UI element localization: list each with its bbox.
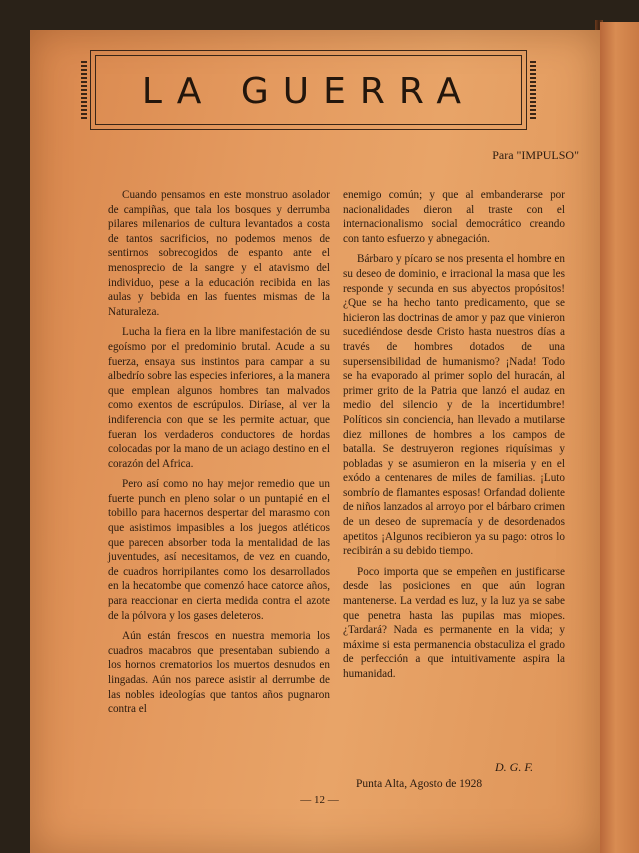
page-number: — 12 —	[300, 794, 339, 806]
title-frame	[90, 50, 527, 130]
author-signature: D. G. F.	[495, 760, 534, 774]
frame-ornament-right	[530, 61, 536, 119]
paragraph: Pero así como no hay mejor remedio que un fuerte punch en pleno solar o un puntapié en el tobillo para hacernos despertar del marasmo con que asistimos impasibles a los juegos atléticos que parecen absorber toda la mentalidad de las juventudes, así necesitamos, de vez en cuando, de cuadros horripilantes como los desarrollados en la hecatombe que comenzó hace catorce años, para reaccionar en cierta medida contra el azote de la pólvora y los gases deleteros.	[108, 478, 330, 622]
paragraph: Poco importa que se empeñen en justificarse desde las posiciones en que aún logran mantenerse. La verdad es luz, y la luz ya se sabe que penetra hasta las pupilas mas miopes. ¿Tardará? Nada es permanente en la vida; y máxime si esta permanencia obstaculiza el grado de perfección a que intuitivamente aspira la humanidad.	[343, 565, 565, 680]
paragraph: Bárbaro y pícaro se nos presenta el hombre en su deseo de dominio, e irracional la masa que les responde y secunda en sus abyectos propósitos! ¿Que se ha hecho tanto predicamento, que se hicieron las doctrinas de amor y paz que vinieron sucediéndose desde Cristo hasta nuestros días a través de hombres dotados de una supersensibilidad de humanismo? ¡Nada! Todo se ha evaporado al primer soplo del huracán, al primer grito de la Patria que lanzó el audaz en medio del silencio y de la incertidumbre! Políticos sin conciencia, han llevado a mutilarse diez millones de hombres a los campos de batalla. Se destruyeron regiones riquísimas y pobladas y se asumieron en la miseria y en el exódo a centenares de miles de familias. ¡Luto sombrío de flamantes esposas! Orfandad doliente de niños lanzados al arroyo por el bárbaro crimen de un deseo de supremacía y de desordenados apetitos ¡Algunos recibieron ya su pago: otros lo recibirán a su debido tiempo.	[343, 253, 565, 558]
article-title: LA GUERRA	[141, 71, 476, 112]
dedication: Para "IMPULSO"	[492, 148, 579, 162]
left-column	[108, 188, 330, 723]
paragraph: Aún están frescos en nuestra memoria los cuadros macabros que presentaban subiendo a los hornos crematorios los muertos desnudos en lingadas. Aún nos parece asistir al derrumbe de las nobles ideologías que tantos años pugnaron contra el	[108, 630, 330, 716]
right-column	[343, 188, 565, 688]
paragraph: Cuando pensamos en este monstruo asolador de campiñas, que tala los bosques y derrumba pilares milenarios de cultura levantados a costa de tantos sacrificios, no podemos menos de sentirnos sobrecogidos de espanto ante el menosprecio de la sangre y el atavismo del individuo, pese a la educación recibida en las aulas y bebida en las fuentes mismas de la Naturaleza.	[108, 189, 330, 318]
place-and-date: Punta Alta, Agosto de 1928	[356, 778, 483, 790]
facing-page-edge	[600, 22, 639, 853]
frame-ornament-left	[81, 61, 87, 119]
paragraph: enemigo común; y que al embanderarse por nacionalidades dieron al traste con el internacionalismo social democrático creando con tanto esfuerzo y abnegación.	[343, 189, 565, 245]
paragraph: Lucha la fiera en la libre manifestación de su egoísmo por el predominio brutal. Acude a su fuerza, ensaya sus instintos para campar a su albedrío sobre las especies inferiores, a la manera que emplean algunos hombres tan malvados como exentos de escrúpulos. Diríase, al ver la indiferencia con que se les permite actuar, que fueran los verdaderos conductores de hordas colocadas por la mano de un aciago destino en el corazón del Africa.	[108, 326, 330, 470]
